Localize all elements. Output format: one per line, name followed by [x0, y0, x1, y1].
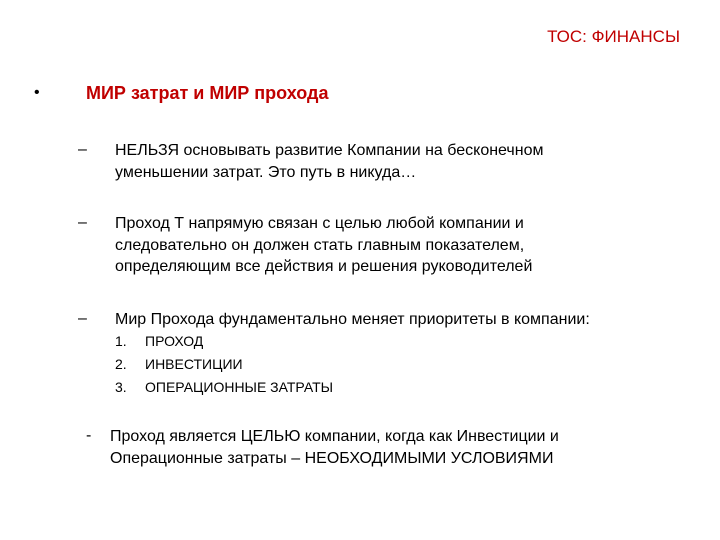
point-2-line-2: следовательно он должен стать главным показателем,: [115, 236, 525, 254]
point-1-text: [115, 140, 675, 183]
priority-list-number: 3.: [115, 379, 127, 395]
point-2-line-3: определяющим все действия и решения руководителей: [115, 258, 533, 275]
main-heading: МИР затрат и МИР прохода: [86, 83, 329, 103]
page-header-title: ТОС: ФИНАНСЫ: [547, 27, 680, 46]
point-4-line-1: Проход является ЦЕЛЬЮ компании, когда как Инвестиции и: [110, 428, 559, 445]
point-4-line-2: Операционные затраты – НЕОБХОДИМЫМИ УСЛОВИЯМИ: [110, 449, 554, 467]
priority-list-text: ПРОХОД: [145, 333, 204, 349]
priority-list-item: [115, 331, 203, 353]
point-1-line-2: уменьшении затрат. Это путь в никуда…: [115, 163, 417, 181]
point-2-marker: –: [78, 214, 87, 231]
point-4-text: [110, 426, 670, 469]
point-1-line-1: НЕЛЬЗЯ основывать развитие Компании на бесконечном: [115, 142, 544, 159]
point-2-line-1: Проход Т напрямую связан с целью любой компании и: [115, 215, 524, 232]
main-bullet: •: [34, 84, 40, 101]
priority-list-number: 2.: [115, 356, 127, 372]
priority-list-text: ОПЕРАЦИОННЫЕ ЗАТРАТЫ: [145, 379, 334, 395]
point-3-text: [115, 309, 675, 331]
point-3-line-1: Мир Прохода фундаментально меняет приоритеты в компании:: [115, 311, 590, 328]
point-2-text: [115, 213, 675, 278]
point-1-marker: –: [78, 141, 87, 158]
priority-list-item: [115, 354, 243, 376]
point-4-marker: -: [86, 427, 92, 444]
priority-list-item: [115, 377, 333, 399]
point-3-marker: –: [78, 310, 87, 327]
priority-list-number: 1.: [115, 333, 127, 349]
priority-list-text: ИНВЕСТИЦИИ: [145, 356, 243, 372]
